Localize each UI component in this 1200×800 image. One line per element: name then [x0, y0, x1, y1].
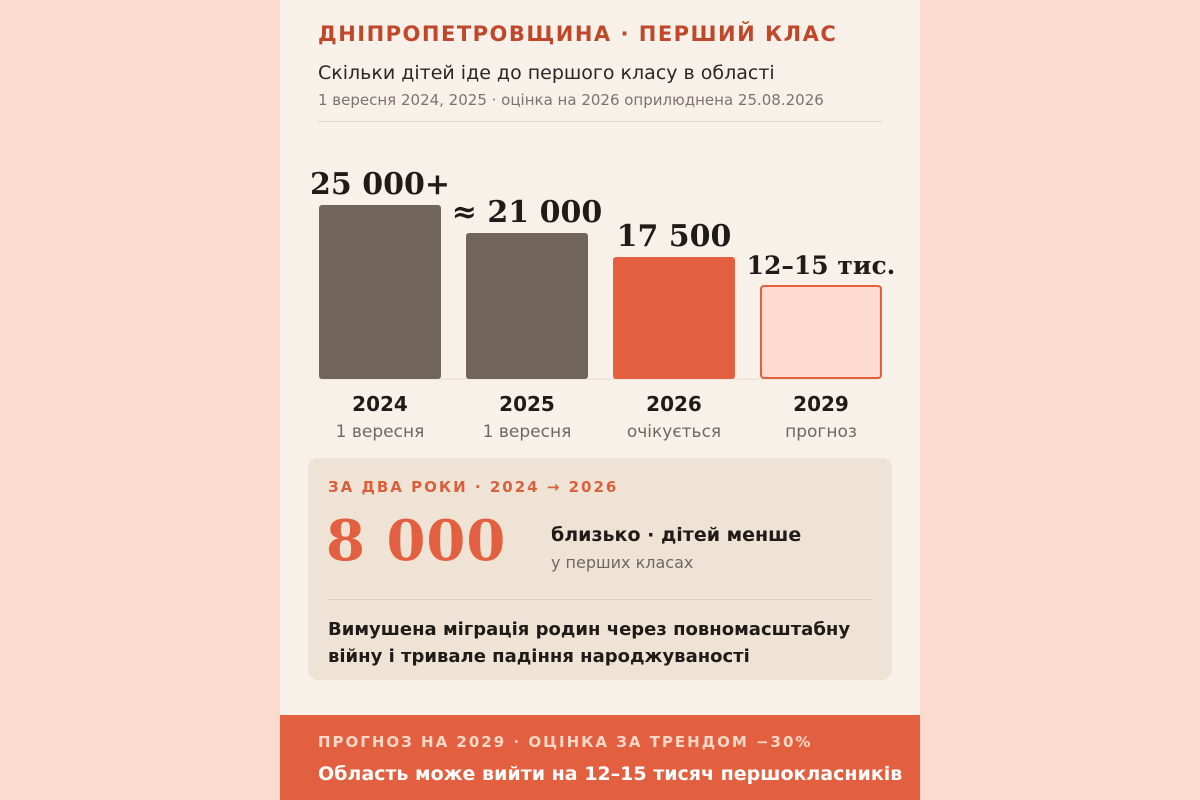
summary-eyebrow: ЗА ДВА РОКИ · 2024 → 2026	[328, 478, 619, 496]
bar-2024	[319, 205, 441, 379]
decline-number: 8 000	[326, 508, 507, 574]
reason-text: Вимушена міграція родин через повномасштабну війну і тривале падіння народжуваності	[328, 619, 851, 667]
bar-note-2029: прогноз	[785, 422, 857, 442]
year-label-2026: 2026	[646, 392, 702, 416]
decline-caption: близько · дітей менше	[551, 524, 802, 546]
region-eyebrow: ДНІПРОПЕТРОВЩИНА · ПЕРШИЙ КЛАС	[318, 22, 838, 46]
forecast-footer	[280, 715, 920, 800]
forecast-text: Область може вийти на 12–15 тисяч першокласників	[318, 763, 903, 785]
bar-value-label-2025: ≈ 21 000	[451, 195, 603, 230]
page-subtitle: Скільки дітей іде до першого класу в області	[318, 62, 775, 84]
infographic-card	[280, 0, 920, 800]
year-label-2029: 2029	[793, 392, 849, 416]
year-label-2024: 2024	[352, 392, 408, 416]
bar-note-2025: 1 вересня	[482, 422, 572, 442]
bar-value-label-2029: 12–15 тис.	[746, 251, 896, 280]
summary-panel	[308, 458, 892, 680]
divider	[318, 121, 882, 122]
bar-note-2026: очікується	[626, 422, 722, 442]
bar-2029	[761, 286, 881, 378]
bar-2025	[466, 233, 588, 379]
bar-note-2024: 1 вересня	[335, 422, 425, 442]
bar-value-label-2024: 25 000+	[310, 167, 450, 202]
forecast-eyebrow: ПРОГНОЗ НА 2029 · ОЦІНКА ЗА ТРЕНДОМ −30%	[318, 733, 813, 751]
bar-2026	[613, 257, 735, 379]
panel-divider	[328, 599, 872, 600]
decline-subcaption: у перших класах	[551, 553, 694, 572]
year-label-2025: 2025	[499, 392, 555, 416]
bar-chart	[280, 140, 920, 450]
bar-value-label-2026: 17 500	[616, 219, 732, 254]
date-meta: 1 вересня 2024, 2025 · оцінка на 2026 оприлюднена 25.08.2026	[318, 91, 824, 109]
